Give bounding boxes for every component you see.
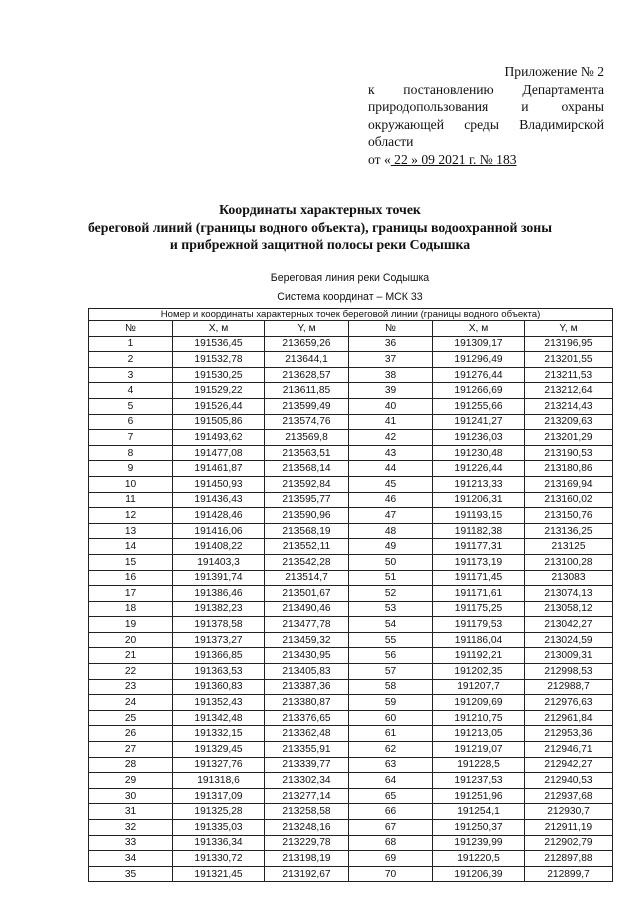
- point-number: 40: [349, 398, 433, 414]
- x-coordinate: 191529,22: [173, 383, 265, 399]
- x-coordinate: 191230,48: [433, 445, 525, 461]
- point-number: 45: [349, 476, 433, 492]
- y-coordinate: 213568,19: [265, 523, 349, 539]
- col-header-x: X, м: [433, 321, 525, 337]
- x-coordinate: 191296,49: [433, 352, 525, 368]
- y-coordinate: 213229,78: [265, 835, 349, 851]
- point-number: 69: [349, 851, 433, 867]
- y-coordinate: 213355,91: [265, 742, 349, 758]
- point-number: 24: [89, 695, 173, 711]
- y-coordinate: 213459,32: [265, 632, 349, 648]
- x-coordinate: 191254,1: [433, 804, 525, 820]
- x-coordinate: 191220,5: [433, 851, 525, 867]
- y-coordinate: 212899,7: [525, 866, 613, 882]
- x-coordinate: 191461,87: [173, 461, 265, 477]
- y-coordinate: 213339,77: [265, 757, 349, 773]
- table-row: [89, 336, 613, 352]
- table-row: [89, 523, 613, 539]
- point-number: 54: [349, 617, 433, 633]
- table-row: [89, 430, 613, 446]
- y-coordinate: 213201,55: [525, 352, 613, 368]
- table-row: [89, 695, 613, 711]
- appendix-line: области: [368, 134, 414, 150]
- table-row: [89, 601, 613, 617]
- y-coordinate: 212937,68: [525, 788, 613, 804]
- table-caption: Номер и координаты характерных точек береговой линии (границы водного объекта): [89, 309, 613, 321]
- x-coordinate: 191378,58: [173, 617, 265, 633]
- y-coordinate: 213552,11: [265, 539, 349, 555]
- point-number: 57: [349, 664, 433, 680]
- x-coordinate: 191450,93: [173, 476, 265, 492]
- y-coordinate: 213592,84: [265, 476, 349, 492]
- table-row: [89, 773, 613, 789]
- x-coordinate: 191352,43: [173, 695, 265, 711]
- table-row: [89, 835, 613, 851]
- y-coordinate: 213192,67: [265, 866, 349, 882]
- x-coordinate: 191493,62: [173, 430, 265, 446]
- point-number: 64: [349, 773, 433, 789]
- y-coordinate: 213074,13: [525, 586, 613, 602]
- x-coordinate: 191236,03: [433, 430, 525, 446]
- appendix-line: окружающей среды Владимирской: [368, 116, 604, 132]
- y-coordinate: 213387,36: [265, 679, 349, 695]
- table-row: [89, 508, 613, 524]
- table-row: [89, 367, 613, 383]
- y-coordinate: 212961,84: [525, 710, 613, 726]
- x-coordinate: 191325,28: [173, 804, 265, 820]
- y-coordinate: 213258,58: [265, 804, 349, 820]
- point-number: 28: [89, 757, 173, 773]
- x-coordinate: 191206,39: [433, 866, 525, 882]
- x-coordinate: 191239,99: [433, 835, 525, 851]
- appendix-line: к постановлению Департамента: [368, 81, 604, 97]
- x-coordinate: 191179,53: [433, 617, 525, 633]
- x-coordinate: 191329,45: [173, 742, 265, 758]
- y-coordinate: 213501,67: [265, 586, 349, 602]
- point-number: 37: [349, 352, 433, 368]
- table-row: [89, 710, 613, 726]
- x-coordinate: 191255,66: [433, 398, 525, 414]
- y-coordinate: 213380,87: [265, 695, 349, 711]
- x-coordinate: 191526,44: [173, 398, 265, 414]
- y-coordinate: 213180,86: [525, 461, 613, 477]
- y-coordinate: 213083: [525, 570, 613, 586]
- x-coordinate: 191173,19: [433, 554, 525, 570]
- point-number: 58: [349, 679, 433, 695]
- y-coordinate: 213169,94: [525, 476, 613, 492]
- y-coordinate: 213595,77: [265, 492, 349, 508]
- y-coordinate: 213542,28: [265, 554, 349, 570]
- point-number: 18: [89, 601, 173, 617]
- date-month: 09: [421, 151, 439, 167]
- point-number: 53: [349, 601, 433, 617]
- point-number: 16: [89, 570, 173, 586]
- date-day: 22: [390, 151, 412, 167]
- x-coordinate: 191327,76: [173, 757, 265, 773]
- table-row: [89, 648, 613, 664]
- y-coordinate: 213568,14: [265, 461, 349, 477]
- coordinates-table: [88, 308, 613, 882]
- table-row: [89, 632, 613, 648]
- point-number: 50: [349, 554, 433, 570]
- point-number: 29: [89, 773, 173, 789]
- point-number: 11: [89, 492, 173, 508]
- point-number: 6: [89, 414, 173, 430]
- y-coordinate: 212902,79: [525, 835, 613, 851]
- appendix-block: [368, 63, 604, 169]
- point-number: 10: [89, 476, 173, 492]
- y-coordinate: 212897,88: [525, 851, 613, 867]
- col-header-number: №: [89, 321, 173, 337]
- point-number: 31: [89, 804, 173, 820]
- y-coordinate: 212976,63: [525, 695, 613, 711]
- point-number: 56: [349, 648, 433, 664]
- y-coordinate: 213514,7: [265, 570, 349, 586]
- table-row: [89, 398, 613, 414]
- table-header-row: [89, 321, 613, 337]
- y-coordinate: 213362,48: [265, 726, 349, 742]
- y-coordinate: 212930,7: [525, 804, 613, 820]
- point-number: 14: [89, 539, 173, 555]
- table-row: [89, 866, 613, 882]
- y-coordinate: 213644,1: [265, 352, 349, 368]
- y-coordinate: 213248,16: [265, 820, 349, 836]
- point-number: 44: [349, 461, 433, 477]
- x-coordinate: 191363,53: [173, 664, 265, 680]
- table-row: [89, 679, 613, 695]
- point-number: 5: [89, 398, 173, 414]
- x-coordinate: 191408,22: [173, 539, 265, 555]
- y-coordinate: 213100,28: [525, 554, 613, 570]
- y-coordinate: 212940,53: [525, 773, 613, 789]
- x-coordinate: 191202,35: [433, 664, 525, 680]
- point-number: 7: [89, 430, 173, 446]
- table-row: [89, 742, 613, 758]
- point-number: 46: [349, 492, 433, 508]
- point-number: 47: [349, 508, 433, 524]
- table-row: [89, 476, 613, 492]
- point-number: 36: [349, 336, 433, 352]
- col-header-y: Y, м: [525, 321, 613, 337]
- coordinate-system: Система координат – МСК 33: [277, 291, 423, 303]
- x-coordinate: 191532,78: [173, 352, 265, 368]
- point-number: 12: [89, 508, 173, 524]
- y-coordinate: 212911,19: [525, 820, 613, 836]
- point-number: 27: [89, 742, 173, 758]
- x-coordinate: 191477,08: [173, 445, 265, 461]
- date-mid: »: [411, 151, 422, 167]
- title-line-1: Координаты характерных точек: [219, 202, 421, 217]
- x-coordinate: 191175,25: [433, 601, 525, 617]
- table-row: [89, 726, 613, 742]
- point-number: 8: [89, 445, 173, 461]
- y-coordinate: 213430,95: [265, 648, 349, 664]
- point-number: 34: [89, 851, 173, 867]
- point-number: 20: [89, 632, 173, 648]
- col-header-x: X, м: [173, 321, 265, 337]
- x-coordinate: 191276,44: [433, 367, 525, 383]
- point-number: 32: [89, 820, 173, 836]
- date-year: 2021 г. №: [438, 151, 497, 167]
- table-row: [89, 492, 613, 508]
- table-row: [89, 788, 613, 804]
- y-coordinate: 212953,36: [525, 726, 613, 742]
- point-number: 9: [89, 461, 173, 477]
- point-number: 43: [349, 445, 433, 461]
- table-row: [89, 570, 613, 586]
- x-coordinate: 191192,21: [433, 648, 525, 664]
- y-coordinate: 213190,53: [525, 445, 613, 461]
- x-coordinate: 191213,33: [433, 476, 525, 492]
- x-coordinate: 191342,48: [173, 710, 265, 726]
- point-number: 49: [349, 539, 433, 555]
- point-number: 41: [349, 414, 433, 430]
- point-number: 22: [89, 664, 173, 680]
- y-coordinate: 213024,59: [525, 632, 613, 648]
- y-coordinate: 213211,53: [525, 367, 613, 383]
- y-coordinate: 212942,27: [525, 757, 613, 773]
- x-coordinate: 191318,6: [173, 773, 265, 789]
- y-coordinate: 213490,46: [265, 601, 349, 617]
- x-coordinate: 191210,75: [433, 710, 525, 726]
- point-number: 21: [89, 648, 173, 664]
- title-line-2: береговой линий (границы водного объекта), границы водоохранной зоны: [87, 219, 553, 235]
- x-coordinate: 191335,03: [173, 820, 265, 836]
- subtitle: Береговая линия реки Содышка: [270, 272, 430, 284]
- y-coordinate: 213136,25: [525, 523, 613, 539]
- point-number: 62: [349, 742, 433, 758]
- point-number: 52: [349, 586, 433, 602]
- y-coordinate: 213574,76: [265, 414, 349, 430]
- point-number: 55: [349, 632, 433, 648]
- table-body: [89, 336, 613, 882]
- x-coordinate: 191193,15: [433, 508, 525, 524]
- y-coordinate: 213628,57: [265, 367, 349, 383]
- x-coordinate: 191416,06: [173, 523, 265, 539]
- table-row: [89, 804, 613, 820]
- point-number: 59: [349, 695, 433, 711]
- x-coordinate: 191391,74: [173, 570, 265, 586]
- table-row: [89, 554, 613, 570]
- x-coordinate: 191266,69: [433, 383, 525, 399]
- date-prefix: от «: [368, 151, 391, 167]
- point-number: 68: [349, 835, 433, 851]
- x-coordinate: 191336,34: [173, 835, 265, 851]
- table-row: [89, 461, 613, 477]
- y-coordinate: 213160,02: [525, 492, 613, 508]
- point-number: 67: [349, 820, 433, 836]
- point-number: 60: [349, 710, 433, 726]
- x-coordinate: 191250,37: [433, 820, 525, 836]
- x-coordinate: 191382,23: [173, 601, 265, 617]
- y-coordinate: 213201,29: [525, 430, 613, 446]
- y-coordinate: 213611,85: [265, 383, 349, 399]
- y-coordinate: 213196,95: [525, 336, 613, 352]
- point-number: 17: [89, 586, 173, 602]
- table-row: [89, 414, 613, 430]
- x-coordinate: 191182,38: [433, 523, 525, 539]
- y-coordinate: 213042,27: [525, 617, 613, 633]
- y-coordinate: 213125: [525, 539, 613, 555]
- y-coordinate: 212988,7: [525, 679, 613, 695]
- point-number: 3: [89, 367, 173, 383]
- point-number: 1: [89, 336, 173, 352]
- table-row: [89, 851, 613, 867]
- decree-number: 183: [496, 151, 517, 167]
- x-coordinate: 191536,45: [173, 336, 265, 352]
- y-coordinate: 213590,96: [265, 508, 349, 524]
- x-coordinate: 191360,83: [173, 679, 265, 695]
- x-coordinate: 191436,43: [173, 492, 265, 508]
- y-coordinate: 212946,71: [525, 742, 613, 758]
- y-coordinate: 213376,65: [265, 710, 349, 726]
- x-coordinate: 191171,45: [433, 570, 525, 586]
- y-coordinate: 213569,8: [265, 430, 349, 446]
- table-row: [89, 352, 613, 368]
- y-coordinate: 213009,31: [525, 648, 613, 664]
- point-number: 63: [349, 757, 433, 773]
- table-row: [89, 820, 613, 836]
- y-coordinate: 213198,19: [265, 851, 349, 867]
- x-coordinate: 191209,69: [433, 695, 525, 711]
- x-coordinate: 191228,5: [433, 757, 525, 773]
- x-coordinate: 191213,05: [433, 726, 525, 742]
- x-coordinate: 191428,46: [173, 508, 265, 524]
- point-number: 15: [89, 554, 173, 570]
- y-coordinate: 213563,51: [265, 445, 349, 461]
- col-header-number: №: [349, 321, 433, 337]
- point-number: 51: [349, 570, 433, 586]
- y-coordinate: 213150,76: [525, 508, 613, 524]
- y-coordinate: 213209,63: [525, 414, 613, 430]
- point-number: 65: [349, 788, 433, 804]
- y-coordinate: 213659,26: [265, 336, 349, 352]
- point-number: 30: [89, 788, 173, 804]
- table-row: [89, 586, 613, 602]
- point-number: 61: [349, 726, 433, 742]
- point-number: 66: [349, 804, 433, 820]
- col-header-y: Y, м: [265, 321, 349, 337]
- y-coordinate: 213058,12: [525, 601, 613, 617]
- x-coordinate: 191309,17: [433, 336, 525, 352]
- x-coordinate: 191207,7: [433, 679, 525, 695]
- point-number: 38: [349, 367, 433, 383]
- point-number: 35: [89, 866, 173, 882]
- table-row: [89, 539, 613, 555]
- table-row: [89, 445, 613, 461]
- x-coordinate: 191330,72: [173, 851, 265, 867]
- x-coordinate: 191171,61: [433, 586, 525, 602]
- x-coordinate: 191332,15: [173, 726, 265, 742]
- y-coordinate: 213302,34: [265, 773, 349, 789]
- table-row: [89, 617, 613, 633]
- point-number: 25: [89, 710, 173, 726]
- document-title: [30, 201, 610, 254]
- x-coordinate: 191321,45: [173, 866, 265, 882]
- y-coordinate: 213477,78: [265, 617, 349, 633]
- y-coordinate: 213405,83: [265, 664, 349, 680]
- x-coordinate: 191366,85: [173, 648, 265, 664]
- point-number: 2: [89, 352, 173, 368]
- y-coordinate: 213214,43: [525, 398, 613, 414]
- table-row: [89, 757, 613, 773]
- x-coordinate: 191177,31: [433, 539, 525, 555]
- point-number: 13: [89, 523, 173, 539]
- appendix-date: [368, 151, 604, 169]
- x-coordinate: 191386,46: [173, 586, 265, 602]
- x-coordinate: 191226,44: [433, 461, 525, 477]
- x-coordinate: 191530,25: [173, 367, 265, 383]
- x-coordinate: 191373,27: [173, 632, 265, 648]
- point-number: 48: [349, 523, 433, 539]
- x-coordinate: 191186,04: [433, 632, 525, 648]
- point-number: 19: [89, 617, 173, 633]
- y-coordinate: 213277,14: [265, 788, 349, 804]
- y-coordinate: 213212,64: [525, 383, 613, 399]
- point-number: 42: [349, 430, 433, 446]
- point-number: 70: [349, 866, 433, 882]
- appendix-line: природопользования и охраны: [368, 99, 604, 115]
- x-coordinate: 191241,27: [433, 414, 525, 430]
- point-number: 33: [89, 835, 173, 851]
- x-coordinate: 191206,31: [433, 492, 525, 508]
- point-number: 39: [349, 383, 433, 399]
- y-coordinate: 212998,53: [525, 664, 613, 680]
- table-row: [89, 664, 613, 680]
- point-number: 23: [89, 679, 173, 695]
- x-coordinate: 191403,3: [173, 554, 265, 570]
- y-coordinate: 213599,49: [265, 398, 349, 414]
- x-coordinate: 191505,86: [173, 414, 265, 430]
- x-coordinate: 191219,07: [433, 742, 525, 758]
- point-number: 26: [89, 726, 173, 742]
- appendix-title: Приложение № 2: [504, 64, 604, 79]
- point-number: 4: [89, 383, 173, 399]
- x-coordinate: 191317,09: [173, 788, 265, 804]
- table-row: [89, 383, 613, 399]
- x-coordinate: 191237,53: [433, 773, 525, 789]
- title-line-3: и прибрежной защитной полосы реки Содышка: [169, 237, 471, 252]
- x-coordinate: 191251,96: [433, 788, 525, 804]
